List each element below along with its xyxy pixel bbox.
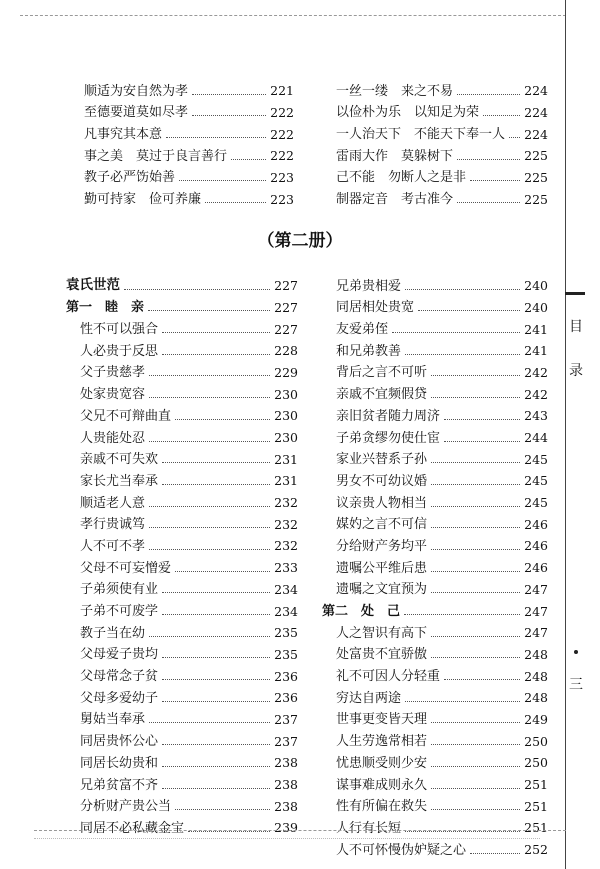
toc-entry-page: 232 bbox=[274, 516, 298, 532]
toc-entry-page: 234 bbox=[274, 603, 298, 619]
toc-entry bbox=[66, 314, 298, 336]
dot-leader bbox=[431, 506, 520, 507]
dot-leader bbox=[509, 137, 520, 138]
dot-leader bbox=[175, 809, 270, 810]
dot-leader bbox=[431, 462, 520, 463]
toc-entry-page: 223 bbox=[270, 191, 294, 207]
toc-entry-title: 第一 睦 亲 bbox=[66, 300, 145, 316]
toc-entry-page: 231 bbox=[274, 451, 298, 467]
dot-leader bbox=[149, 441, 270, 442]
toc-entry-title: 家长尤当奉承 bbox=[80, 473, 159, 489]
toc-entry-page: 250 bbox=[524, 733, 548, 749]
toc-entry bbox=[84, 163, 294, 185]
toc-entry-page: 246 bbox=[524, 516, 548, 532]
toc-entry bbox=[322, 748, 548, 770]
dot-leader bbox=[162, 332, 270, 333]
dot-leader bbox=[431, 592, 520, 593]
toc-entry-title: 勤可持家 俭可养廉 bbox=[84, 192, 202, 208]
dot-leader bbox=[405, 701, 520, 702]
toc-entry-title: 遗嘱公平维后患 bbox=[336, 560, 428, 576]
toc-entry bbox=[66, 683, 298, 705]
dot-leader bbox=[431, 484, 520, 485]
toc-entry bbox=[66, 813, 298, 835]
toc-entry-page: 225 bbox=[524, 191, 548, 207]
toc-entry bbox=[336, 76, 548, 98]
toc-top-right bbox=[336, 76, 548, 206]
dot-leader bbox=[162, 484, 270, 485]
toc-entry-title: 兄弟贫富不齐 bbox=[80, 777, 159, 793]
toc-entry bbox=[322, 423, 548, 445]
dot-leader bbox=[431, 722, 520, 723]
toc-entry bbox=[84, 76, 294, 98]
side-dot bbox=[574, 650, 578, 654]
toc-entry bbox=[66, 726, 298, 748]
toc-entry bbox=[66, 705, 298, 727]
toc-entry bbox=[322, 336, 548, 358]
toc-entry-title: 父兄不可辩曲直 bbox=[80, 408, 172, 424]
volume-heading: （第二册） bbox=[257, 231, 343, 251]
toc-entry-page: 248 bbox=[524, 690, 548, 706]
toc-entry-page: 252 bbox=[524, 842, 548, 858]
toc-entry-page: 241 bbox=[524, 343, 548, 359]
toc-entry bbox=[322, 553, 548, 575]
toc-entry-title: 顺适老人意 bbox=[80, 495, 146, 511]
toc-entry-page: 227 bbox=[274, 278, 298, 294]
dot-leader bbox=[149, 375, 270, 376]
toc-entry bbox=[336, 184, 548, 206]
toc-entry-page: 245 bbox=[524, 495, 548, 511]
toc-entry-page: 221 bbox=[270, 83, 294, 99]
toc-entry-title: 媒妁之言不可信 bbox=[336, 517, 428, 533]
dot-leader bbox=[175, 571, 270, 572]
dot-leader bbox=[431, 375, 520, 376]
dot-leader bbox=[404, 614, 520, 615]
dot-leader bbox=[431, 636, 520, 637]
toc-entry-title: 分给财产务均平 bbox=[336, 538, 428, 554]
toc-entry bbox=[322, 271, 548, 293]
dot-leader bbox=[444, 441, 520, 442]
toc-entry bbox=[322, 813, 548, 835]
toc-entry-title: 同居不必私藏金宝 bbox=[80, 820, 185, 836]
toc-entry-page: 245 bbox=[524, 451, 548, 467]
toc-entry-page: 249 bbox=[524, 711, 548, 727]
dot-leader bbox=[431, 744, 520, 745]
toc-entry bbox=[322, 488, 548, 510]
dot-leader bbox=[162, 354, 270, 355]
toc-entry bbox=[66, 423, 298, 445]
dot-leader bbox=[444, 679, 520, 680]
toc-entry-title: 人贵能处忍 bbox=[80, 430, 146, 446]
toc-entry-page: 241 bbox=[524, 321, 548, 337]
toc-entry bbox=[84, 119, 294, 141]
toc-entry-page: 250 bbox=[524, 755, 548, 771]
toc-entry bbox=[322, 379, 548, 401]
dot-leader bbox=[162, 657, 270, 658]
toc-entry bbox=[66, 618, 298, 640]
toc-entry-title: 雷雨大作 莫躲树下 bbox=[336, 148, 454, 164]
toc-entry-title: 第二 处 己 bbox=[322, 604, 401, 619]
toc-entry bbox=[66, 661, 298, 683]
toc-entry-page: 224 bbox=[524, 104, 548, 120]
dot-leader bbox=[405, 289, 520, 290]
toc-entry-title: 和兄弟教善 bbox=[336, 343, 402, 359]
dot-leader bbox=[192, 94, 266, 95]
toc-entry-title: 亲戚不可失欢 bbox=[80, 452, 159, 468]
toc-entry-title: 父子贵慈孝 bbox=[80, 365, 146, 381]
toc-entry bbox=[66, 271, 298, 293]
toc-entry bbox=[322, 618, 548, 640]
dot-leader bbox=[162, 766, 270, 767]
toc-entry-page: 222 bbox=[270, 104, 294, 120]
toc-entry bbox=[322, 531, 548, 553]
dot-leader bbox=[149, 506, 270, 507]
toc-entry bbox=[322, 792, 548, 814]
toc-entry-page: 239 bbox=[274, 820, 298, 836]
toc-entry-page: 230 bbox=[274, 430, 298, 445]
toc-entry-title: 人必贵于反思 bbox=[80, 343, 159, 359]
dot-leader bbox=[162, 788, 270, 789]
toc-bottom-right bbox=[322, 271, 548, 857]
toc-entry-page: 244 bbox=[524, 430, 548, 445]
toc-entry-page: 232 bbox=[274, 538, 298, 554]
toc-entry-page: 232 bbox=[274, 495, 298, 511]
toc-entry-title: 父母多爱幼子 bbox=[80, 690, 159, 706]
dot-leader bbox=[231, 159, 266, 160]
toc-entry-page: 246 bbox=[524, 538, 548, 554]
toc-entry-page: 248 bbox=[524, 668, 548, 684]
toc-entry-title: 礼不可因人分轻重 bbox=[336, 669, 441, 685]
toc-entry-title: 子弟不可废学 bbox=[80, 604, 159, 619]
dot-leader bbox=[166, 137, 266, 138]
toc-entry-page: 224 bbox=[524, 126, 548, 142]
toc-entry bbox=[66, 792, 298, 814]
dot-leader bbox=[431, 788, 520, 789]
dot-leader bbox=[149, 549, 270, 550]
toc-entry-page: 235 bbox=[274, 625, 298, 641]
bottom-border bbox=[34, 830, 566, 831]
toc-entry-title: 孝行贵诚笃 bbox=[80, 517, 146, 533]
toc-top-left bbox=[84, 76, 294, 206]
dot-leader bbox=[175, 419, 270, 420]
dot-leader bbox=[124, 289, 270, 290]
toc-entry bbox=[336, 98, 548, 120]
toc-entry-title: 人之智识有高下 bbox=[336, 625, 428, 641]
toc-entry-page: 233 bbox=[274, 560, 298, 576]
toc-entry-page: 231 bbox=[274, 473, 298, 489]
toc-entry bbox=[84, 141, 294, 163]
dot-leader bbox=[162, 744, 270, 745]
toc-entry-page: 240 bbox=[524, 299, 548, 315]
dot-leader bbox=[431, 527, 520, 528]
dot-leader bbox=[162, 462, 270, 463]
side-tab-bar bbox=[565, 292, 585, 295]
toc-entry-page: 230 bbox=[274, 408, 298, 424]
toc-entry-title: 教子必严饬始善 bbox=[84, 170, 176, 186]
dot-leader bbox=[457, 94, 520, 95]
dot-leader bbox=[431, 657, 520, 658]
toc-entry-title: 父母爱子贵均 bbox=[80, 647, 159, 663]
toc-entry bbox=[66, 466, 298, 488]
toc-entry-page: 247 bbox=[524, 581, 548, 597]
dot-leader bbox=[483, 115, 520, 116]
toc-entry-title: 父母不可妄憎爱 bbox=[80, 560, 172, 576]
toc-entry-title: 亲旧贫者随力周济 bbox=[336, 408, 441, 424]
toc-entry bbox=[66, 748, 298, 770]
toc-entry bbox=[322, 705, 548, 727]
toc-entry bbox=[322, 358, 548, 380]
toc-entry-page: 238 bbox=[274, 777, 298, 792]
toc-entry-title: 忧患顺受则少安 bbox=[336, 755, 428, 771]
dot-leader bbox=[431, 397, 520, 398]
toc-entry bbox=[322, 640, 548, 662]
toc-entry-page: 229 bbox=[274, 364, 298, 380]
dot-leader bbox=[405, 354, 520, 355]
toc-entry-page: 238 bbox=[274, 798, 298, 814]
toc-bottom-left bbox=[66, 271, 298, 835]
toc-entry bbox=[66, 336, 298, 358]
toc-entry-title: 穷达自两途 bbox=[336, 690, 402, 706]
toc-entry bbox=[66, 293, 298, 315]
toc-entry-page: 248 bbox=[524, 646, 548, 662]
toc-entry-page: 235 bbox=[274, 646, 298, 662]
toc-entry-title: 一丝一缕 来之不易 bbox=[336, 83, 454, 99]
toc-entry bbox=[84, 184, 294, 206]
dot-leader bbox=[431, 766, 520, 767]
top-border bbox=[20, 15, 566, 16]
toc-entry-page: 240 bbox=[524, 278, 548, 294]
toc-entry bbox=[322, 661, 548, 683]
dot-leader bbox=[188, 831, 270, 832]
toc-entry bbox=[322, 770, 548, 792]
toc-entry-page: 242 bbox=[524, 386, 548, 402]
toc-entry-title: 家业兴替系子孙 bbox=[336, 452, 428, 468]
toc-entry bbox=[322, 575, 548, 597]
toc-entry-title: 人行有长短 bbox=[336, 820, 402, 836]
toc-entry-page: 230 bbox=[274, 386, 298, 402]
toc-entry-title: 父母常念子贫 bbox=[80, 669, 159, 685]
dot-leader bbox=[192, 115, 266, 116]
toc-entry-title: 议亲贵人物相当 bbox=[336, 495, 428, 511]
toc-entry-page: 222 bbox=[270, 126, 294, 142]
toc-entry-title: 子弟贪缪勿使仕宦 bbox=[336, 430, 441, 446]
toc-entry-page: 243 bbox=[524, 408, 548, 424]
toc-entry-page: 222 bbox=[270, 148, 294, 164]
toc-entry bbox=[322, 596, 548, 618]
toc-entry bbox=[66, 379, 298, 401]
toc-entry-title: 人不可怀慢伪妒疑之心 bbox=[336, 842, 467, 858]
toc-entry-title: 分析财产贵公当 bbox=[80, 799, 172, 815]
dot-leader bbox=[405, 831, 520, 832]
dot-leader bbox=[148, 310, 270, 311]
toc-entry bbox=[322, 683, 548, 705]
toc-entry-title: 子弟须使有业 bbox=[80, 582, 159, 598]
toc-entry-page: 251 bbox=[524, 777, 548, 792]
toc-entry-title: 制器定音 考古准今 bbox=[336, 192, 454, 208]
dot-leader bbox=[457, 202, 520, 203]
toc-entry-title: 处家贵宽容 bbox=[80, 387, 146, 403]
toc-entry-page: 236 bbox=[274, 668, 298, 684]
toc-entry-page: 227 bbox=[274, 299, 298, 315]
toc-entry bbox=[322, 314, 548, 336]
toc-entry-title: 袁氏世范 bbox=[66, 277, 120, 294]
toc-entry-page: 246 bbox=[524, 560, 548, 576]
toc-entry-title: 至德要道莫如尽孝 bbox=[84, 105, 189, 121]
toc-entry-title: 教子当在幼 bbox=[80, 625, 146, 641]
dot-leader bbox=[444, 419, 520, 420]
toc-entry bbox=[322, 466, 548, 488]
toc-entry-title: 同居相处贵宽 bbox=[336, 300, 415, 316]
toc-entry bbox=[322, 401, 548, 423]
toc-entry bbox=[66, 445, 298, 467]
toc-entry-title: 男女不可幼议婚 bbox=[336, 473, 428, 489]
toc-entry bbox=[322, 510, 548, 532]
toc-entry bbox=[66, 488, 298, 510]
toc-entry-page: 251 bbox=[524, 798, 548, 814]
toc-entry-title: 凡事究其本意 bbox=[84, 127, 163, 143]
toc-entry-title: 兄弟贵相爱 bbox=[336, 278, 402, 294]
dot-leader bbox=[392, 332, 520, 333]
dot-leader bbox=[431, 809, 520, 810]
toc-entry-title: 人不可不孝 bbox=[80, 538, 146, 554]
toc-entry bbox=[66, 510, 298, 532]
toc-entry-page: 224 bbox=[524, 83, 548, 99]
toc-entry bbox=[66, 640, 298, 662]
toc-entry-page: 225 bbox=[524, 169, 548, 185]
toc-entry-page: 245 bbox=[524, 473, 548, 489]
toc-entry-title: 遗嘱之文宜预为 bbox=[336, 582, 428, 598]
toc-entry-title: 己不能 勿断人之是非 bbox=[336, 170, 467, 186]
toc-entry-page: 251 bbox=[524, 820, 548, 836]
toc-entry bbox=[66, 770, 298, 792]
toc-entry-page: 247 bbox=[524, 625, 548, 641]
side-label-lu: 录 bbox=[569, 363, 583, 379]
toc-entry-title: 处富贵不宜骄傲 bbox=[336, 647, 428, 663]
dot-leader bbox=[470, 853, 520, 854]
toc-entry bbox=[66, 358, 298, 380]
toc-entry-title: 友爱弟侄 bbox=[336, 322, 389, 338]
toc-entry-page: 237 bbox=[274, 711, 298, 727]
toc-entry-title: 舅姑当奉承 bbox=[80, 712, 146, 728]
toc-entry-page: 227 bbox=[274, 321, 298, 337]
toc-entry-title: 谋事难成则永久 bbox=[336, 777, 428, 793]
dot-leader bbox=[179, 180, 266, 181]
dot-leader bbox=[418, 310, 520, 311]
toc-entry-page: 242 bbox=[524, 364, 548, 380]
toc-entry-title: 同居贵怀公心 bbox=[80, 734, 159, 750]
toc-entry bbox=[322, 726, 548, 748]
toc-entry-title: 性有所偏在救失 bbox=[336, 799, 428, 815]
toc-entry-title: 世事更变皆天理 bbox=[336, 712, 428, 728]
toc-entry-page: 234 bbox=[274, 581, 298, 597]
toc-entry-page: 225 bbox=[524, 148, 548, 164]
page-spine-line bbox=[565, 0, 566, 869]
toc-entry-title: 以俭朴为乐 以知足为荣 bbox=[336, 105, 480, 121]
toc-entry-title: 人生劳逸常相若 bbox=[336, 734, 428, 750]
toc-entry-page: 238 bbox=[274, 755, 298, 771]
toc-entry-title: 同居长幼贵和 bbox=[80, 755, 159, 771]
toc-entry-page: 247 bbox=[524, 603, 548, 619]
dot-leader bbox=[431, 571, 520, 572]
bottom-border-dotted bbox=[34, 838, 540, 839]
dot-leader bbox=[149, 636, 270, 637]
toc-entry-title: 性不可以强合 bbox=[80, 322, 159, 338]
dot-leader bbox=[149, 527, 270, 528]
dot-leader bbox=[457, 159, 520, 160]
toc-entry bbox=[66, 553, 298, 575]
dot-leader bbox=[162, 614, 270, 615]
toc-entry-page: 236 bbox=[274, 690, 298, 706]
toc-entry-page: 223 bbox=[270, 169, 294, 185]
toc-entry-title: 一人治天下 不能天下奉一人 bbox=[336, 127, 506, 143]
toc-entry bbox=[84, 98, 294, 120]
dot-leader bbox=[162, 701, 270, 702]
dot-leader bbox=[431, 549, 520, 550]
toc-entry-page: 228 bbox=[274, 343, 298, 359]
toc-entry-title: 顺适为安自然为孝 bbox=[84, 83, 189, 99]
toc-entry-page: 237 bbox=[274, 733, 298, 749]
dot-leader bbox=[470, 180, 520, 181]
toc-entry-title: 背后之言不可听 bbox=[336, 365, 428, 381]
toc-entry bbox=[336, 119, 548, 141]
dot-leader bbox=[149, 722, 270, 723]
toc-entry bbox=[66, 575, 298, 597]
dot-leader bbox=[205, 202, 266, 203]
toc-entry bbox=[322, 445, 548, 467]
dot-leader bbox=[162, 679, 270, 680]
toc-entry bbox=[336, 141, 548, 163]
toc-entry-title: 亲戚不宜频假贷 bbox=[336, 387, 428, 403]
toc-entry bbox=[66, 531, 298, 553]
toc-entry bbox=[66, 401, 298, 423]
toc-entry-title: 事之美 莫过于良言善行 bbox=[84, 148, 228, 164]
dot-leader bbox=[149, 397, 270, 398]
toc-entry bbox=[322, 293, 548, 315]
side-label-mu: 目 bbox=[569, 319, 583, 335]
toc-entry bbox=[66, 596, 298, 618]
toc-entry bbox=[336, 163, 548, 185]
page-number: 三 bbox=[569, 677, 583, 693]
dot-leader bbox=[162, 592, 270, 593]
